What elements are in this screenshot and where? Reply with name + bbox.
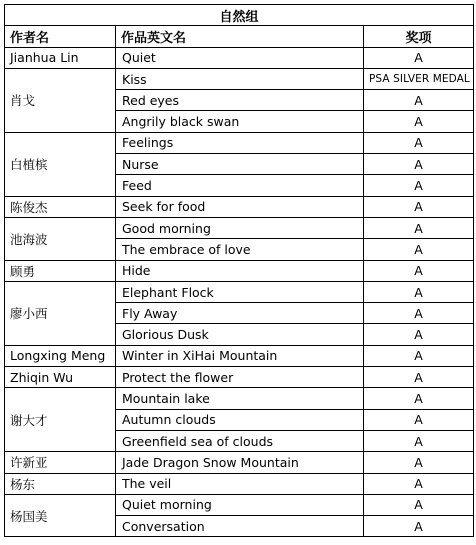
work-title-cell: Protect the flower — [116, 367, 364, 388]
work-title-cell: The veil — [116, 473, 364, 494]
work-title-cell: Conversation — [116, 516, 364, 537]
header-author: 作者名 — [5, 26, 116, 47]
award-cell: A — [364, 303, 474, 324]
table-row — [5, 388, 474, 409]
work-title-cell: Kiss — [116, 68, 364, 89]
author-cell: Zhiqin Wu — [5, 367, 116, 388]
award-cell: A — [364, 196, 474, 217]
author-cell: 陈俊杰 — [5, 196, 116, 217]
table-row — [5, 473, 474, 494]
author-cell: 杨国美 — [5, 494, 116, 537]
work-title-cell: Red eyes — [116, 90, 364, 111]
work-title-cell: Quiet morning — [116, 494, 364, 515]
author-cell: 肖戈 — [5, 68, 116, 132]
header-award: 奖项 — [364, 26, 474, 47]
table-row — [5, 196, 474, 217]
work-title-cell: Winter in XiHai Mountain — [116, 345, 364, 366]
award-cell: A — [364, 494, 474, 515]
work-title-cell: Hide — [116, 260, 364, 281]
table-row — [5, 281, 474, 302]
results-table-container — [4, 4, 474, 537]
table-row — [5, 452, 474, 473]
work-title-cell: Greenfield sea of clouds — [116, 430, 364, 451]
author-cell: 白植槟 — [5, 132, 116, 196]
award-cell: A — [364, 111, 474, 132]
author-cell: Jianhua Lin — [5, 47, 116, 68]
work-title-cell: Glorious Dusk — [116, 324, 364, 345]
work-title-cell: Nurse — [116, 154, 364, 175]
table-row — [5, 367, 474, 388]
header-work: 作品英文名 — [116, 26, 364, 47]
table-title: 自然组 — [5, 5, 474, 26]
work-title-cell: Jade Dragon Snow Mountain — [116, 452, 364, 473]
author-cell: 顾勇 — [5, 260, 116, 281]
award-cell: A — [364, 175, 474, 196]
table-header-row — [5, 26, 474, 47]
award-cell: A — [364, 132, 474, 153]
award-cell: A — [364, 154, 474, 175]
table-row — [5, 47, 474, 68]
award-cell: A — [364, 217, 474, 238]
award-cell: A — [364, 345, 474, 366]
award-cell: A — [364, 239, 474, 260]
author-cell: 谢大才 — [5, 388, 116, 452]
award-cell: A — [364, 473, 474, 494]
table-row — [5, 68, 474, 89]
award-cell: A — [364, 281, 474, 302]
table-row — [5, 132, 474, 153]
award-cell: A — [364, 367, 474, 388]
award-cell: A — [364, 47, 474, 68]
table-row — [5, 345, 474, 366]
table-row — [5, 217, 474, 238]
award-cell: A — [364, 90, 474, 111]
award-cell: A — [364, 409, 474, 430]
author-cell: 池海波 — [5, 217, 116, 260]
award-cell: A — [364, 430, 474, 451]
author-cell: 廖小西 — [5, 281, 116, 345]
work-title-cell: Seek for food — [116, 196, 364, 217]
award-cell: A — [364, 260, 474, 281]
results-table — [4, 4, 474, 537]
work-title-cell: Angrily black swan — [116, 111, 364, 132]
award-cell: PSA SILVER MEDAL — [364, 68, 474, 89]
work-title-cell: Quiet — [116, 47, 364, 68]
table-row — [5, 260, 474, 281]
author-cell: 许新亚 — [5, 452, 116, 473]
work-title-cell: Good morning — [116, 217, 364, 238]
table-row — [5, 494, 474, 515]
award-cell: A — [364, 452, 474, 473]
author-cell: 杨东 — [5, 473, 116, 494]
work-title-cell: Mountain lake — [116, 388, 364, 409]
work-title-cell: Feelings — [116, 132, 364, 153]
author-cell: Longxing Meng — [5, 345, 116, 366]
work-title-cell: Elephant Flock — [116, 281, 364, 302]
award-cell: A — [364, 324, 474, 345]
award-cell: A — [364, 388, 474, 409]
work-title-cell: Feed — [116, 175, 364, 196]
award-cell: A — [364, 516, 474, 537]
table-title-row — [5, 5, 474, 26]
table-body — [5, 47, 474, 537]
work-title-cell: The embrace of love — [116, 239, 364, 260]
work-title-cell: Autumn clouds — [116, 409, 364, 430]
work-title-cell: Fly Away — [116, 303, 364, 324]
